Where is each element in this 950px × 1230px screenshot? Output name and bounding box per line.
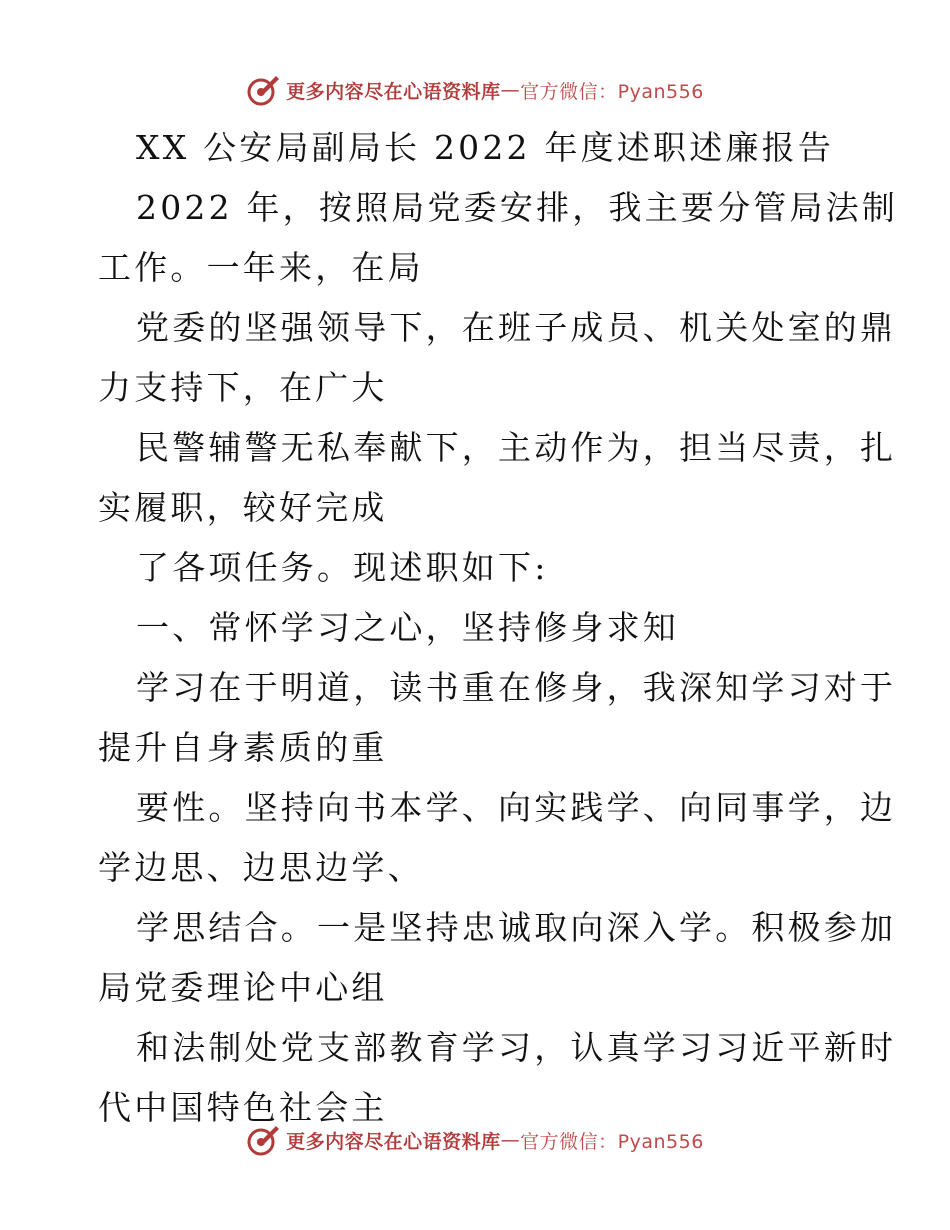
text-line: 一、常怀学习之心，坚持修身求知 <box>136 608 679 647</box>
text-line: 提升自身素质的重 <box>98 728 388 767</box>
document-title: XX 公安局副局长 2022 年度述职述廉报告 <box>136 128 835 167</box>
text-line: 和法制处党支部教育学习，认真学习习近平新时 <box>136 1028 897 1067</box>
pen-logo-icon <box>246 73 280 107</box>
watermark-main-text: 更多内容尽在心语资料库 <box>286 1130 501 1153</box>
text-line: 了各项任务。现述职如下: <box>136 548 549 587</box>
text-line: 2022 年，按照局党委安排，我主要分管局法制 <box>136 188 899 227</box>
document-body <box>98 118 899 1138</box>
text-line: 党委的坚强领导下，在班子成员、机关处室的鼎 <box>136 308 897 347</box>
watermark-main-text: 更多内容尽在心语资料库 <box>286 80 501 103</box>
watermark-separator: — <box>500 1129 521 1151</box>
watermark-wechat-text: 官方微信：Pyan556 <box>520 1130 704 1153</box>
text-line: 学思结合。一是坚持忠诚取向深入学。积极参加 <box>136 908 897 947</box>
text-line: 要性。坚持向书本学、向实践学、向同事学，边 <box>136 788 897 827</box>
watermark-separator: — <box>500 79 521 101</box>
text-line: 工作。一年来，在局 <box>98 248 424 287</box>
text-line: 民警辅警无私奉献下，主动作为，担当尽责，扎 <box>136 428 897 467</box>
text-line: 代中国特色社会主 <box>98 1088 388 1127</box>
header-watermark <box>0 70 950 110</box>
text-line: 学边思、边思边学、 <box>98 848 424 887</box>
text-line: 局党委理论中心组 <box>98 968 388 1007</box>
pen-logo-icon <box>246 1123 280 1157</box>
footer-watermark <box>0 1120 950 1160</box>
text-line: 学习在于明道，读书重在修身，我深知学习对于 <box>136 668 897 707</box>
text-line: 力支持下，在广大 <box>98 368 388 407</box>
watermark-wechat-text: 官方微信：Pyan556 <box>520 80 704 103</box>
text-line: 实履职，较好完成 <box>98 488 388 527</box>
